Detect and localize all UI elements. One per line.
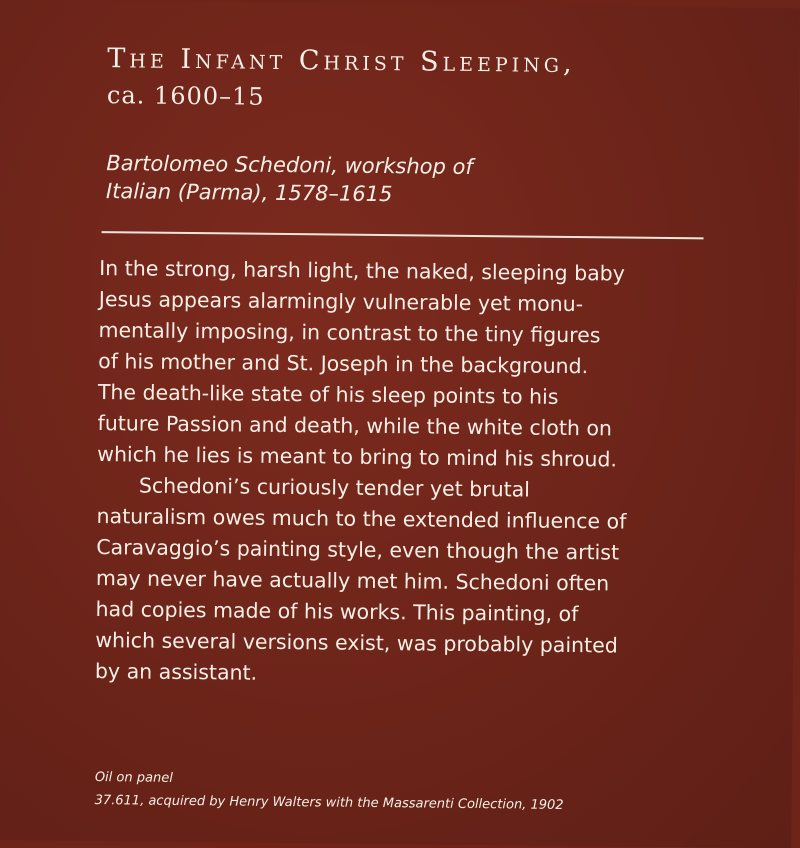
description-line: The death-like state of his sleep points to his (97, 380, 559, 409)
artist-name: Bartolomeo Schedoni, workshop of (106, 151, 473, 179)
artwork-title: The Infant Christ Sleeping, (107, 43, 576, 80)
label-description (95, 253, 710, 693)
artist-attribution (106, 149, 473, 210)
medium-text: Oil on panel (94, 770, 173, 786)
artwork-date: ca. 1600–15 (106, 81, 265, 111)
description-line: had copies made of his works. This painting, of (95, 597, 579, 627)
credit-line (95, 766, 564, 817)
description-line: which several versions exist, was probably painted (95, 628, 618, 658)
artist-origin: Italian (Parma), 1578–1615 (105, 179, 393, 207)
description-line: mentally imposing, in contrast to the tiny figures (98, 318, 601, 348)
description-line: Jesus appears alarmingly vulnerable yet monu- (98, 287, 584, 317)
description-line: by an assistant. (94, 659, 258, 685)
paragraph-1 (97, 253, 709, 476)
description-line: Schedoni’s curiously tender yet brutal (138, 473, 531, 502)
divider-rule (102, 231, 704, 239)
paragraph-2 (95, 470, 707, 693)
description-line: naturalism owes much to the extended influence of (96, 504, 627, 534)
description-line: In the strong, harsh light, the naked, sleeping baby (99, 256, 625, 286)
description-line: of his mother and St. Joseph in the background. (98, 349, 589, 379)
description-line: may never have actually met him. Schedoni often (95, 566, 610, 596)
description-line: Caravaggio’s painting style, even though the artist (96, 535, 620, 565)
accession-text: 37.611, acquired by Henry Walters with the Massarenti Collection, 1902 (94, 793, 564, 813)
description-line: which he lies is meant to bring to mind his shroud. (97, 442, 618, 472)
description-line: future Passion and death, while the white cloth on (97, 411, 613, 441)
